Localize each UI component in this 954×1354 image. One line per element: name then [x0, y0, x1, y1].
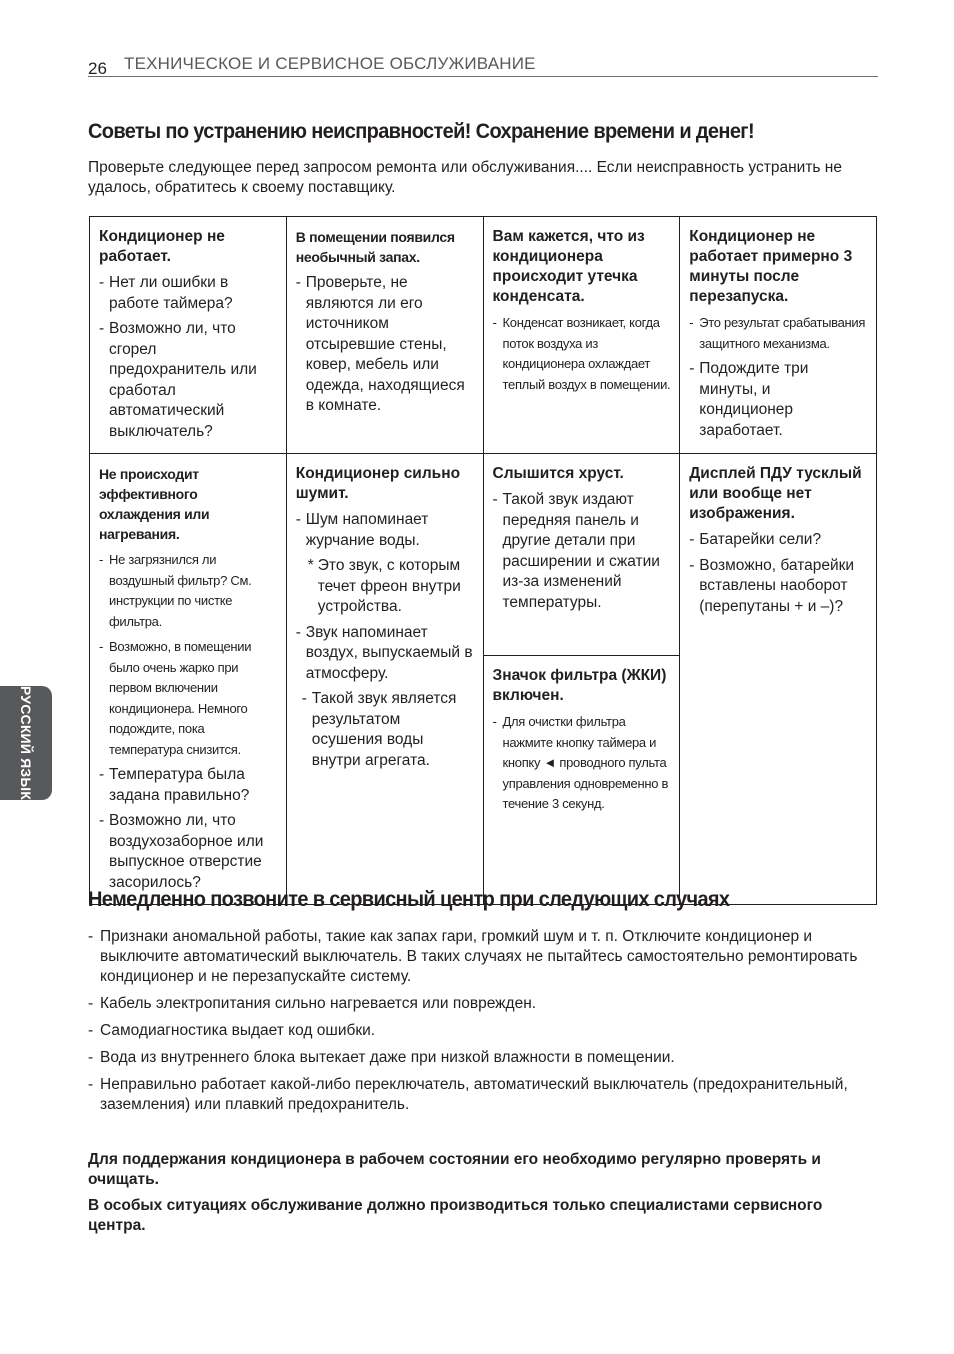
- list-item: [689, 556, 868, 618]
- bullet: -: [88, 928, 94, 945]
- cell-title: В помещении появился необычный запах.: [295, 229, 455, 265]
- bullet: -: [88, 1076, 94, 1093]
- bullet: -: [99, 812, 105, 829]
- item-text: Это результат срабатывания защитного механизма.: [699, 315, 866, 351]
- bullet: -: [492, 491, 498, 508]
- bullet: -: [295, 274, 301, 291]
- bullet: -: [88, 995, 94, 1012]
- item-text: Шум напоминает журчание воды.: [305, 511, 429, 549]
- table-cell-odor: [286, 217, 483, 454]
- list-item: [88, 927, 878, 987]
- bullet: -: [99, 320, 105, 337]
- bullet: -: [88, 1049, 94, 1066]
- list-item: [88, 994, 878, 1014]
- list-item: [689, 313, 868, 354]
- table-cell-filter-indicator: [484, 656, 680, 826]
- list-item: [99, 811, 278, 893]
- bullet: -: [689, 531, 695, 548]
- bullet: -: [301, 690, 307, 707]
- cell-title: Значок фильтра (ЖКИ) включен.: [492, 667, 667, 704]
- item-text: Для очистки фильтра нажмите кнопку таймера и кнопку ◄ проводного пульта управления одновременно в течение 3 секунд.: [502, 714, 669, 811]
- item-text: Подождите три минуты, и кондиционер заработает.: [699, 360, 809, 439]
- item-text: Конденсат возникает, когда поток воздуха из кондиционера охлаждает теплый воздух в помещении.: [502, 315, 671, 392]
- table-cell-ineffective-cooling: [90, 454, 287, 905]
- bullet: -: [492, 714, 497, 729]
- bullet: -: [295, 511, 301, 528]
- item-text: Такой звук является результатом осушения воды внутри агрегата.: [311, 690, 457, 769]
- bullet: -: [689, 556, 695, 574]
- list-item: [99, 273, 278, 314]
- item-text: Не загрязнился ли воздушный фильтр? См. инструкции по чистке фильтра.: [109, 552, 252, 629]
- bullet: -: [99, 766, 105, 783]
- cell-title: Кондиционер сильно шумит.: [295, 465, 461, 502]
- intro-text: Проверьте следующее перед запросом ремонта или обслуживания.... Если неисправность устранить не удалось, обратитесь к своему поставщику.: [88, 159, 842, 196]
- language-tab: [0, 686, 52, 800]
- list-item: [689, 359, 868, 441]
- language-tab-label: РУССКИЙ ЯЗЫК: [18, 685, 34, 801]
- item-text: Батарейки сели?: [699, 531, 822, 548]
- list-item: [99, 319, 278, 442]
- item-text: Неправильно работает какой-либо переключатель, автоматический выключатель (предохранительный, заземления) или плавкий предохранитель.: [100, 1076, 848, 1113]
- bullet: -: [88, 1022, 94, 1039]
- maintenance-note: Для поддержания кондиционера в рабочем состоянии его необходимо регулярно проверять и очищать.: [88, 1151, 821, 1188]
- item-text: Возможно ли, что сгорел предохранитель или сработал автоматический выключатель?: [109, 320, 257, 440]
- bullet: -: [99, 274, 105, 291]
- troubleshooting-table: [89, 216, 877, 905]
- section-title: ТЕХНИЧЕСКОЕ И СЕРВИСНОЕ ОБСЛУЖИВАНИЕ: [124, 54, 536, 73]
- page-header: [88, 52, 878, 77]
- list-item: [88, 1021, 878, 1041]
- table-cell-crackling: [484, 454, 680, 656]
- bullet: -: [689, 315, 694, 330]
- item-text: Возможно ли, что воздухозаборное или выпускное отверстие засорилось?: [109, 812, 264, 891]
- item-text: Звук напоминает воздух, выпускаемый в атмосферу.: [305, 623, 473, 682]
- item-text: Самодиагностика выдает код ошибки.: [100, 1022, 376, 1039]
- list-item: [296, 689, 475, 771]
- item-text: Возможно, в помещении было очень жарко при первом включении кондиционера. Немного подождите, пока температура снизится.: [109, 639, 252, 757]
- table-cell-condensate: [483, 217, 680, 454]
- item-text: Проверьте, не являются ли его источником отсыревшие стены, ковер, мебель или одежда, находящиеся в комнате.: [305, 274, 465, 414]
- item-text: Температура была задана правильно?: [109, 766, 250, 804]
- list-item: [296, 623, 475, 685]
- table-cell-remote-display: [680, 454, 877, 905]
- list-item: [99, 550, 278, 632]
- list-item: [493, 712, 672, 815]
- page-number: 26: [88, 59, 107, 78]
- item-text: Кабель электропитания сильно нагревается или поврежден.: [100, 995, 537, 1012]
- list-item: [493, 490, 672, 613]
- table-cell-noise: [286, 454, 483, 905]
- cell-title: Слышится хруст.: [492, 465, 624, 482]
- star-mark: *: [307, 557, 314, 574]
- bullet: -: [689, 360, 695, 377]
- list-item: [296, 273, 475, 417]
- list-item: [88, 1075, 878, 1115]
- service-section-title: Немедленно позвоните в сервисный центр при следующих случаях: [88, 887, 730, 911]
- note-text: Это звук, с которым течет фреон внутри устройства.: [317, 557, 461, 615]
- bullet: -: [492, 315, 497, 330]
- list-item: [99, 765, 278, 806]
- list-note: [296, 556, 475, 618]
- table-cell-restart-delay: [680, 217, 877, 454]
- table-row: [90, 454, 877, 905]
- item-text: Признаки аномальной работы, такие как запах гари, громкий шум и т. п. Отключите кондиционер и выключите автоматический выключатель. В таких случаях не пытайтесь самостоятельно ремонтировать кондиционер и не перезапускайте систему.: [100, 928, 858, 985]
- specialist-note: В особых ситуациях обслуживание должно производиться только специалистами сервисного центра.: [88, 1197, 823, 1234]
- bullet: -: [295, 623, 301, 641]
- list-item: [689, 530, 868, 551]
- list-item: [493, 313, 672, 395]
- item-text: Вода из внутреннего блока вытекает даже при низкой влажности в помещении.: [100, 1049, 675, 1066]
- cell-title: Кондиционер не работает примерно 3 минуты после перезапуска.: [689, 228, 853, 305]
- cell-title: Кондиционер не работает.: [99, 228, 225, 265]
- bullet: -: [99, 552, 104, 567]
- service-list: [88, 927, 878, 1122]
- list-item: [88, 1048, 878, 1068]
- table-cell-split: [483, 454, 680, 905]
- item-text: Нет ли ошибки в работе таймера?: [109, 274, 233, 312]
- cell-title: Не происходит эффективного охлаждения или нагревания.: [99, 466, 210, 542]
- table-cell-ac-not-working: [90, 217, 287, 454]
- item-text: Возможно, батарейки вставлены наоборот (перепутаны + и –)?: [699, 556, 855, 615]
- item-text: Такой звук издают передняя панель и другие детали при расширении и сжатии из-за изменений температуры.: [502, 491, 660, 611]
- bullet: -: [99, 639, 104, 654]
- cell-title: Вам кажется, что из кондиционера происходит утечка конденсата.: [492, 228, 645, 305]
- page-title: Советы по устранению неисправностей! Сохранение времени и денег!: [88, 119, 754, 143]
- list-item: [296, 510, 475, 551]
- table-row: [90, 217, 877, 454]
- list-item: [99, 637, 278, 760]
- cell-title: Дисплей ПДУ тусклый или вообще нет изображения.: [689, 465, 862, 522]
